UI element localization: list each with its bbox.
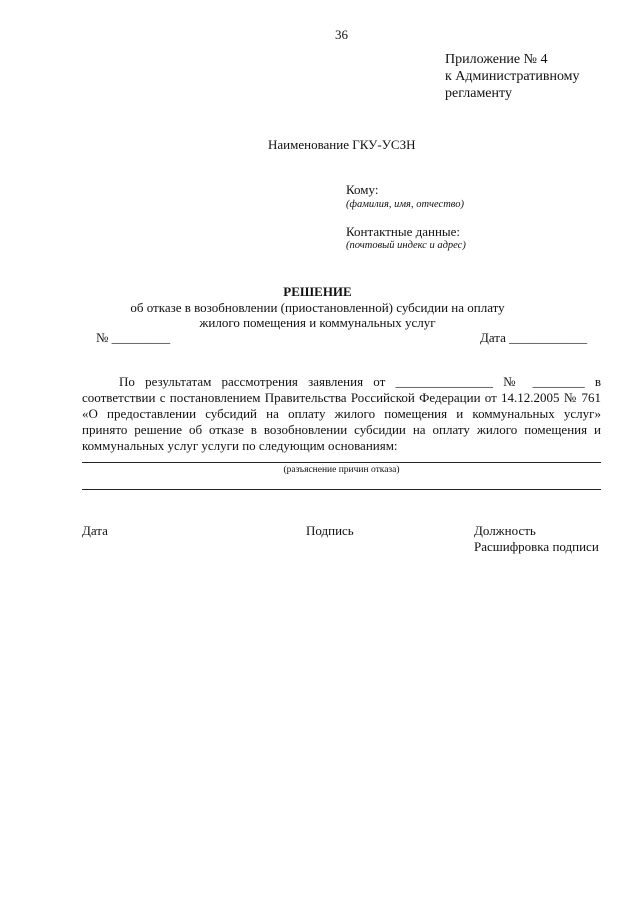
contact-label: Контактные данные:: [346, 224, 461, 239]
decision-title: РЕШЕНИЕ: [283, 284, 352, 299]
appendix-line-3: регламенту: [445, 86, 512, 101]
number-field: № _________: [96, 330, 171, 345]
signature-date-label: Дата: [82, 523, 108, 538]
page-number: 36: [335, 27, 348, 42]
appendix-line-2: к Административному: [445, 69, 580, 84]
org-name: Наименование ГКУ-УСЗН: [268, 137, 416, 152]
to-hint: (фамилия, имя, отчество): [346, 199, 464, 210]
contact-hint: (почтовый индекс и адрес): [346, 240, 466, 251]
body-line-4: принято решение об отказе в возобновлении субсидии на оплату жилого помещения и: [82, 422, 601, 437]
reason-hint: (разъяснение причин отказа): [283, 465, 400, 475]
reason-line-1: [82, 462, 601, 463]
signature-decoding-label: Расшифровка подписи: [474, 539, 599, 554]
body-line-1: По результатам рассмотрения заявления от _______________ № ________ в: [119, 374, 601, 389]
body-line-5: коммунальных услуг услуги по следующим основаниям:: [82, 438, 398, 453]
position-label: Должность: [474, 523, 536, 538]
body-line-3: «О предоставлении субсидий на оплату жилого помещения и коммунальных услуг»: [82, 406, 601, 421]
decision-subtitle-2: жилого помещения и коммунальных услуг: [199, 315, 436, 330]
decision-subtitle-1: об отказе в возобновлении (приостановленной) субсидии на оплату: [130, 300, 505, 315]
appendix-line-1: Приложение № 4: [445, 52, 548, 67]
to-label: Кому:: [346, 182, 379, 197]
signature-label: Подпись: [306, 523, 354, 538]
date-field: Дата ____________: [480, 330, 588, 345]
body-line-2: соответствии с постановлением Правительства Российской Федерации от 14.12.2005 № 761: [82, 390, 601, 405]
reason-line-2: [82, 489, 601, 490]
